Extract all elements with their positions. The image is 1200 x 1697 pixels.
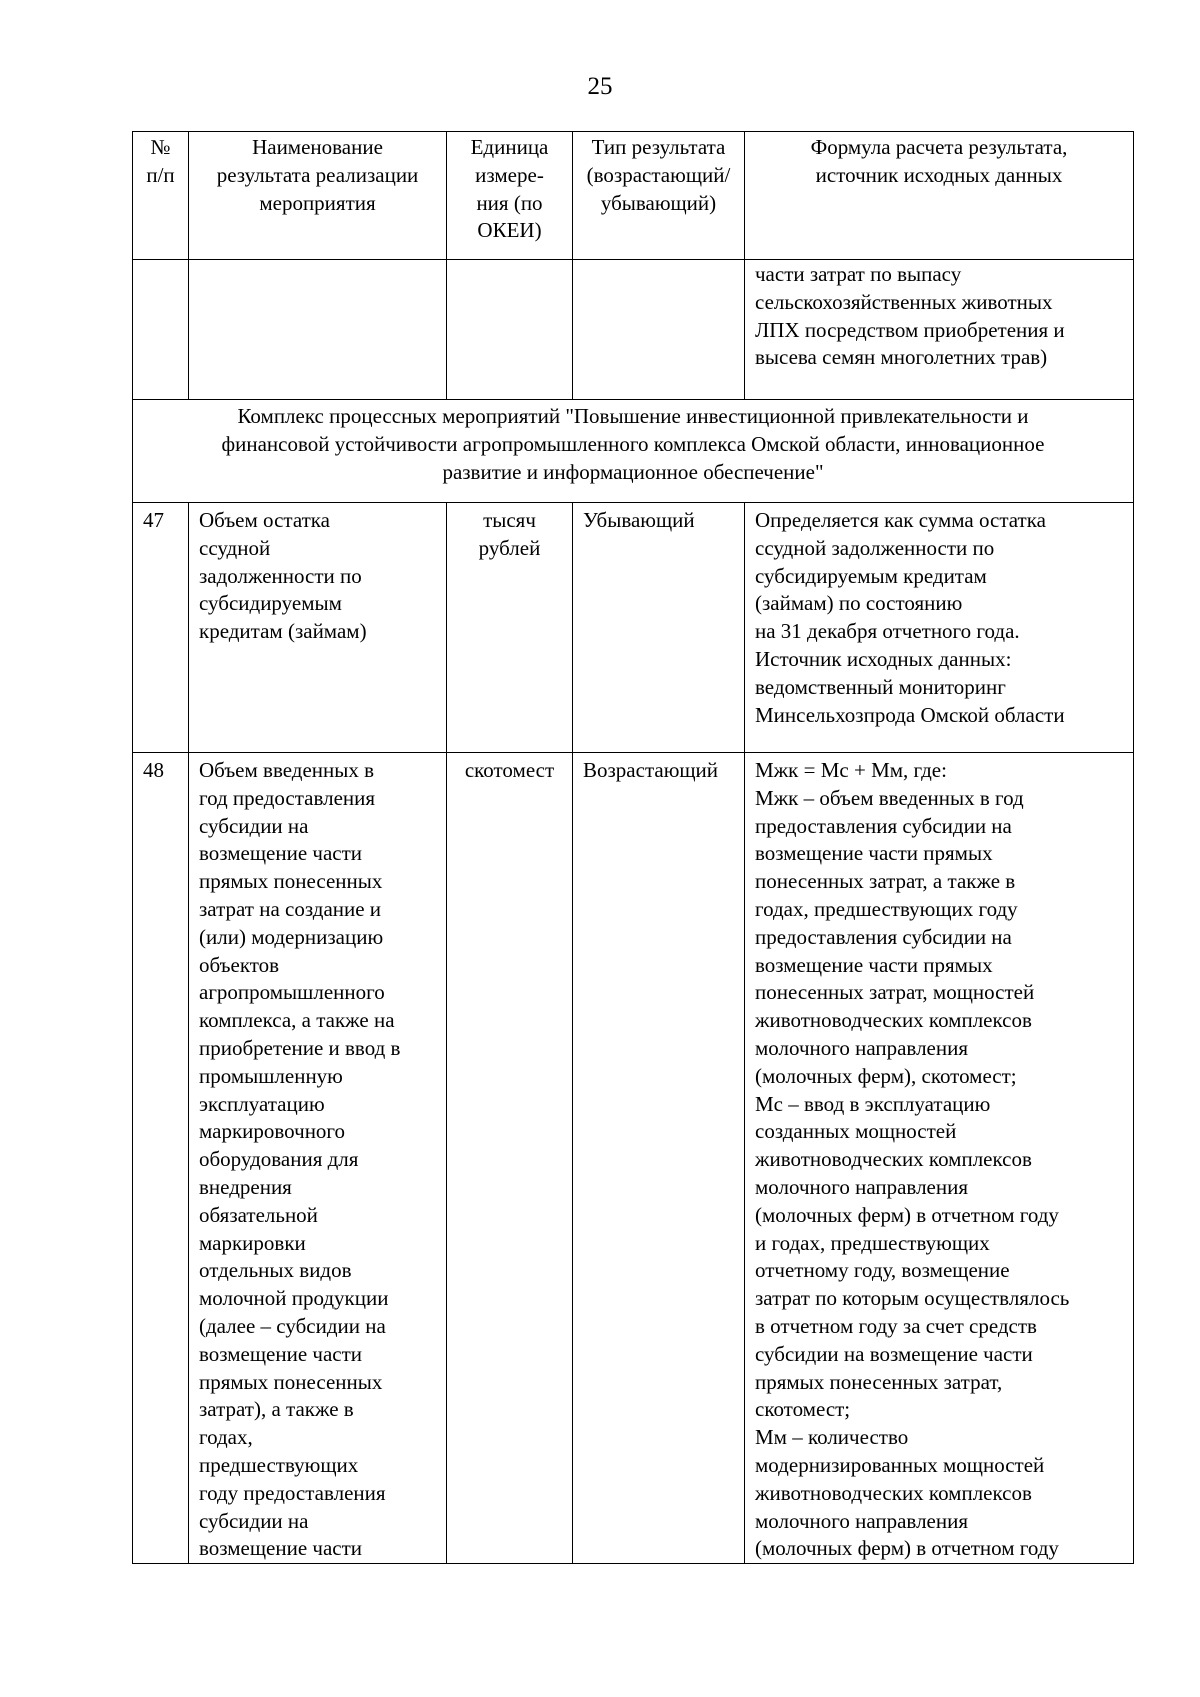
table-cell bbox=[573, 503, 745, 753]
header-unit-label: Единица измере- ния (по ОКЕИ) bbox=[470, 135, 549, 243]
table-cell bbox=[745, 753, 1134, 1564]
table-cell bbox=[189, 753, 447, 1564]
table-cell bbox=[447, 503, 573, 753]
table-cell bbox=[573, 753, 745, 1564]
table-cell bbox=[189, 503, 447, 753]
header-cell-name bbox=[189, 132, 447, 260]
result-name: Объем остатка ссудной задолженности по субсидируемым кредитам (займам) bbox=[199, 508, 367, 644]
page-number: 25 bbox=[587, 73, 613, 100]
table-cell bbox=[133, 260, 189, 400]
table-row bbox=[133, 753, 1134, 1564]
table-cell bbox=[447, 753, 573, 1564]
result-type: Возрастающий bbox=[583, 758, 719, 782]
section-heading-row bbox=[133, 400, 1134, 503]
table-cell bbox=[745, 503, 1134, 753]
result-formula: Мжк = Мс + Мм, где: Мжк – объем введенных в год предоставления субсидии на возмещение части прямых понесенных затрат, а также в годах, предшествующих году предоставления субсидии на возмещение части прямых понесенных затрат, мощностей животноводческих комплексов молочного направления (молочных ферм), скотомест; Мс – ввод в эксплуатацию созданных мощностей животноводческих комплексов молочного направления (молочных ферм) в отчетном году и годах, предшествующих отчетному году, возмещение затрат по которым осуществлялось в отчетном году за счет средств субсидии на возмещение части прямых понесенных затрат, скотомест; Мм – количество модернизированных мощностей животноводческих комплексов молочного направления (молочных ферм) в отчетном году bbox=[755, 758, 1070, 1561]
section-heading-cell bbox=[133, 400, 1134, 503]
result-formula: Определяется как сумма остатка ссудной задолженности по субсидируемым кредитам (займам) по состоянию на 31 декабря отчетного года. Источник исходных данных: ведомственный мониторинг Минсельхозпрода Омской области bbox=[755, 508, 1065, 727]
table-header-row bbox=[133, 132, 1134, 260]
row-number: 48 bbox=[143, 758, 164, 782]
header-cell-no bbox=[133, 132, 189, 260]
header-type-label: Тип результата (возрастающий/ убывающий) bbox=[586, 135, 731, 215]
table-cell bbox=[745, 260, 1134, 400]
header-no-label: № п/п bbox=[146, 135, 175, 187]
result-unit: скотомест bbox=[464, 758, 555, 782]
results-table bbox=[132, 131, 1134, 1564]
result-type: Убывающий bbox=[583, 508, 695, 532]
header-name-label: Наименование результата реализации мероприятия bbox=[216, 135, 419, 215]
header-cell-unit bbox=[447, 132, 573, 260]
table-cell bbox=[133, 753, 189, 1564]
table-row bbox=[133, 503, 1134, 753]
header-cell-formula bbox=[745, 132, 1134, 260]
table-cell bbox=[447, 260, 573, 400]
table-cell bbox=[573, 260, 745, 400]
continuation-formula-text: части затрат по выпасу сельскохозяйственных животных ЛПХ посредством приобретения и высева семян многолетних трав) bbox=[755, 262, 1065, 370]
table-row-continuation bbox=[133, 260, 1134, 400]
table-cell bbox=[133, 503, 189, 753]
result-name: Объем введенных в год предоставления субсидии на возмещение части прямых понесенных затрат на создание и (или) модернизацию объектов агропромышленного комплекса, а также на приобретение и ввод в промышленную эксплуатацию маркировочного оборудования для внедрения обязательной маркировки отдельных видов молочной продукции (далее – субсидии на возмещение части прямых понесенных затрат), а также в годах, предшествующих году предоставления субсидии на возмещение части bbox=[199, 758, 401, 1561]
table-cell bbox=[189, 260, 447, 400]
result-unit: тысяч рублей bbox=[478, 508, 541, 560]
section-title: Комплекс процессных мероприятий "Повышение инвестиционной привлекательности и финансовой устойчивости агропромышленного комплекса Омской области, инновационное развитие и информационное обеспечение" bbox=[221, 404, 1045, 484]
header-cell-type bbox=[573, 132, 745, 260]
row-number: 47 bbox=[143, 508, 164, 532]
header-formula-label: Формула расчета результата, источник исходных данных bbox=[810, 135, 1068, 187]
